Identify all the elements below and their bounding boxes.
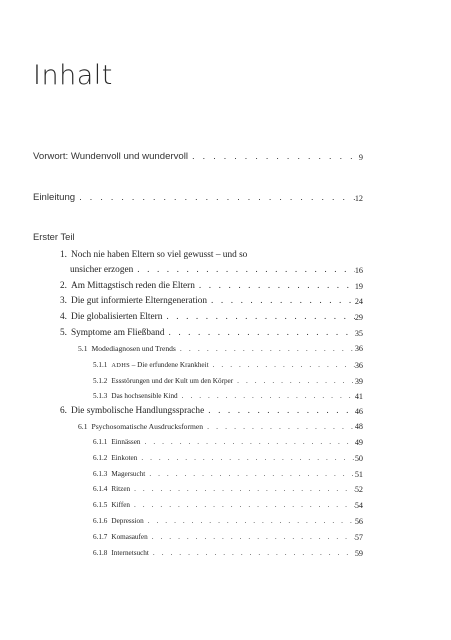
toc-entry-number: 5.1.2 [93, 377, 108, 385]
part-label: Erster Teil [33, 231, 75, 242]
toc-entry-label: Magersucht [111, 470, 146, 478]
toc-entry-6-1 [78, 422, 359, 431]
leader-dots [237, 377, 355, 385]
toc-entry-number: 5.1.3 [93, 392, 108, 400]
toc-entry-label: unsicher erzogen [70, 265, 134, 275]
toc-entry-1 [70, 265, 359, 275]
toc-entry-label: Psychosomatische Ausdrucksformen [91, 422, 204, 431]
toc-entry-6-1-8 [93, 549, 359, 557]
toc-entry-number: 6.1.8 [93, 549, 108, 557]
toc-entry-label: Die globalisierten Eltern [70, 312, 163, 322]
toc-entry-page: 56 [354, 517, 363, 526]
toc-entry-page: 36 [354, 344, 363, 353]
leader-dots [134, 485, 355, 493]
toc-entry-label: Einkoten [111, 454, 138, 462]
leader-dots [137, 265, 355, 275]
leader-dots [208, 406, 355, 416]
toc-entry-6-1-7 [93, 533, 359, 541]
toc-entry-label: Die gut informierte Elterngeneration [70, 296, 208, 306]
toc-entry-6-1-6 [93, 517, 359, 525]
toc-entry-label: Einleitung [33, 192, 76, 203]
toc-entry-number: 5.1 [78, 344, 88, 353]
toc-entry-page: 54 [354, 501, 363, 510]
toc-entry-number: 6.1 [78, 422, 88, 431]
toc-entry-4 [60, 312, 359, 322]
toc-entry-label: Ritzen [111, 485, 131, 493]
leader-dots [149, 470, 355, 478]
toc-entry-label: Kiffen [111, 501, 131, 509]
toc-entry-page: 19 [354, 282, 363, 291]
toc-entry-page: 51 [354, 470, 363, 479]
toc-entry-5-1-3 [93, 392, 359, 400]
toc-entry-label: Am Mittagstisch reden die Eltern [70, 281, 195, 291]
toc-entry-number: 5.1.1 [93, 361, 108, 369]
leader-dots [141, 454, 355, 462]
leader-dots [192, 151, 355, 162]
toc-entry-number: 2. [60, 281, 67, 291]
leader-dots [213, 361, 355, 369]
toc-entry-page: 29 [354, 313, 363, 322]
toc-entry-page: 36 [354, 361, 363, 370]
toc-entry-page: 16 [354, 266, 363, 275]
toc-entry-vorwort [33, 151, 359, 162]
page-title: Inhalt [33, 60, 113, 91]
leader-dots [145, 438, 355, 446]
toc-entry-number: 6.1.1 [93, 438, 108, 446]
toc-entry-page: 49 [354, 438, 363, 447]
toc-entry-6 [60, 406, 359, 416]
toc-entry-page: 59 [354, 549, 363, 558]
toc-entry-6-1-3 [93, 470, 359, 478]
toc-entry-page: 48 [354, 422, 363, 431]
toc-entry-5-1-2 [93, 377, 359, 385]
leader-dots [79, 192, 355, 203]
toc-entry-label: Depression [111, 517, 144, 525]
toc-entry-2 [60, 281, 359, 291]
toc-entry-einleitung [33, 192, 359, 203]
toc-entry-label: Noch nie haben Eltern so viel gewusst – und so [70, 250, 248, 260]
toc-entry-label: Komasaufen [111, 533, 148, 541]
leader-dots [168, 328, 355, 338]
leader-dots [166, 312, 355, 322]
toc-entry-number: 4. [60, 312, 67, 322]
leader-dots [153, 549, 355, 557]
toc-entry-label: Internetsucht [111, 549, 149, 557]
toc-entry-number: 6.1.6 [93, 517, 108, 525]
toc-entry-page: 24 [354, 297, 363, 306]
toc-entry-label: Das hochsensible Kind [111, 392, 178, 400]
toc-entry-page: 9 [358, 153, 363, 162]
toc-entry-page: 12 [354, 194, 363, 203]
toc-entry-5 [60, 328, 359, 338]
leader-dots [211, 296, 355, 306]
toc-entry-number: 6.1.2 [93, 454, 108, 462]
toc-entry-3 [60, 296, 359, 306]
toc-entry-page: 52 [354, 485, 363, 494]
leader-dots [207, 422, 355, 431]
toc-entry-label: – Die erfundene Krankheit [129, 361, 209, 369]
leader-dots [199, 281, 355, 291]
toc-entry-page: 41 [354, 392, 363, 401]
leader-dots [152, 533, 355, 541]
toc-entry-label: Vorwort: Wundenvoll und wundervoll [33, 151, 189, 162]
toc-entry-page: 46 [354, 407, 363, 416]
toc-entry-number: 6.1.3 [93, 470, 108, 478]
leader-dots [182, 392, 355, 400]
toc-entry-page: 50 [354, 454, 363, 463]
toc-entry-page: 57 [354, 533, 363, 542]
toc-entry-1-line1 [60, 250, 247, 260]
toc-entry-page: 35 [354, 329, 363, 338]
toc-entry-number: 5. [60, 328, 67, 338]
toc-entry-number: 3. [60, 296, 67, 306]
toc-entry-label: Die symbolische Handlungssprache [70, 406, 205, 416]
toc-entry-5-1 [78, 344, 359, 353]
toc-entry-label: Symptome am Fließband [70, 328, 165, 338]
toc-entry-number: 6. [60, 406, 67, 416]
toc-entry-5-1-1 [93, 361, 359, 369]
toc-entry-label-smallcaps: ADHS [111, 362, 130, 369]
leader-dots [148, 517, 355, 525]
toc-entry-6-1-1 [93, 438, 359, 446]
toc-entry-label: Modediagnosen und Trends [91, 344, 176, 353]
toc-entry-6-1-2 [93, 454, 359, 462]
toc-entry-number: 6.1.7 [93, 533, 108, 541]
toc-entry-6-1-4 [93, 485, 359, 493]
toc-entry-page: 39 [354, 377, 363, 386]
toc-entry-number: 1. [60, 250, 67, 260]
toc-entry-6-1-5 [93, 501, 359, 509]
leader-dots [134, 501, 355, 509]
leader-dots [180, 344, 355, 353]
toc-entry-label: Einnässen [111, 438, 141, 446]
toc-entry-number: 6.1.4 [93, 485, 108, 493]
toc-entry-label: Essstörungen und der Kult um den Körper [111, 377, 234, 385]
toc-entry-number: 6.1.5 [93, 501, 108, 509]
